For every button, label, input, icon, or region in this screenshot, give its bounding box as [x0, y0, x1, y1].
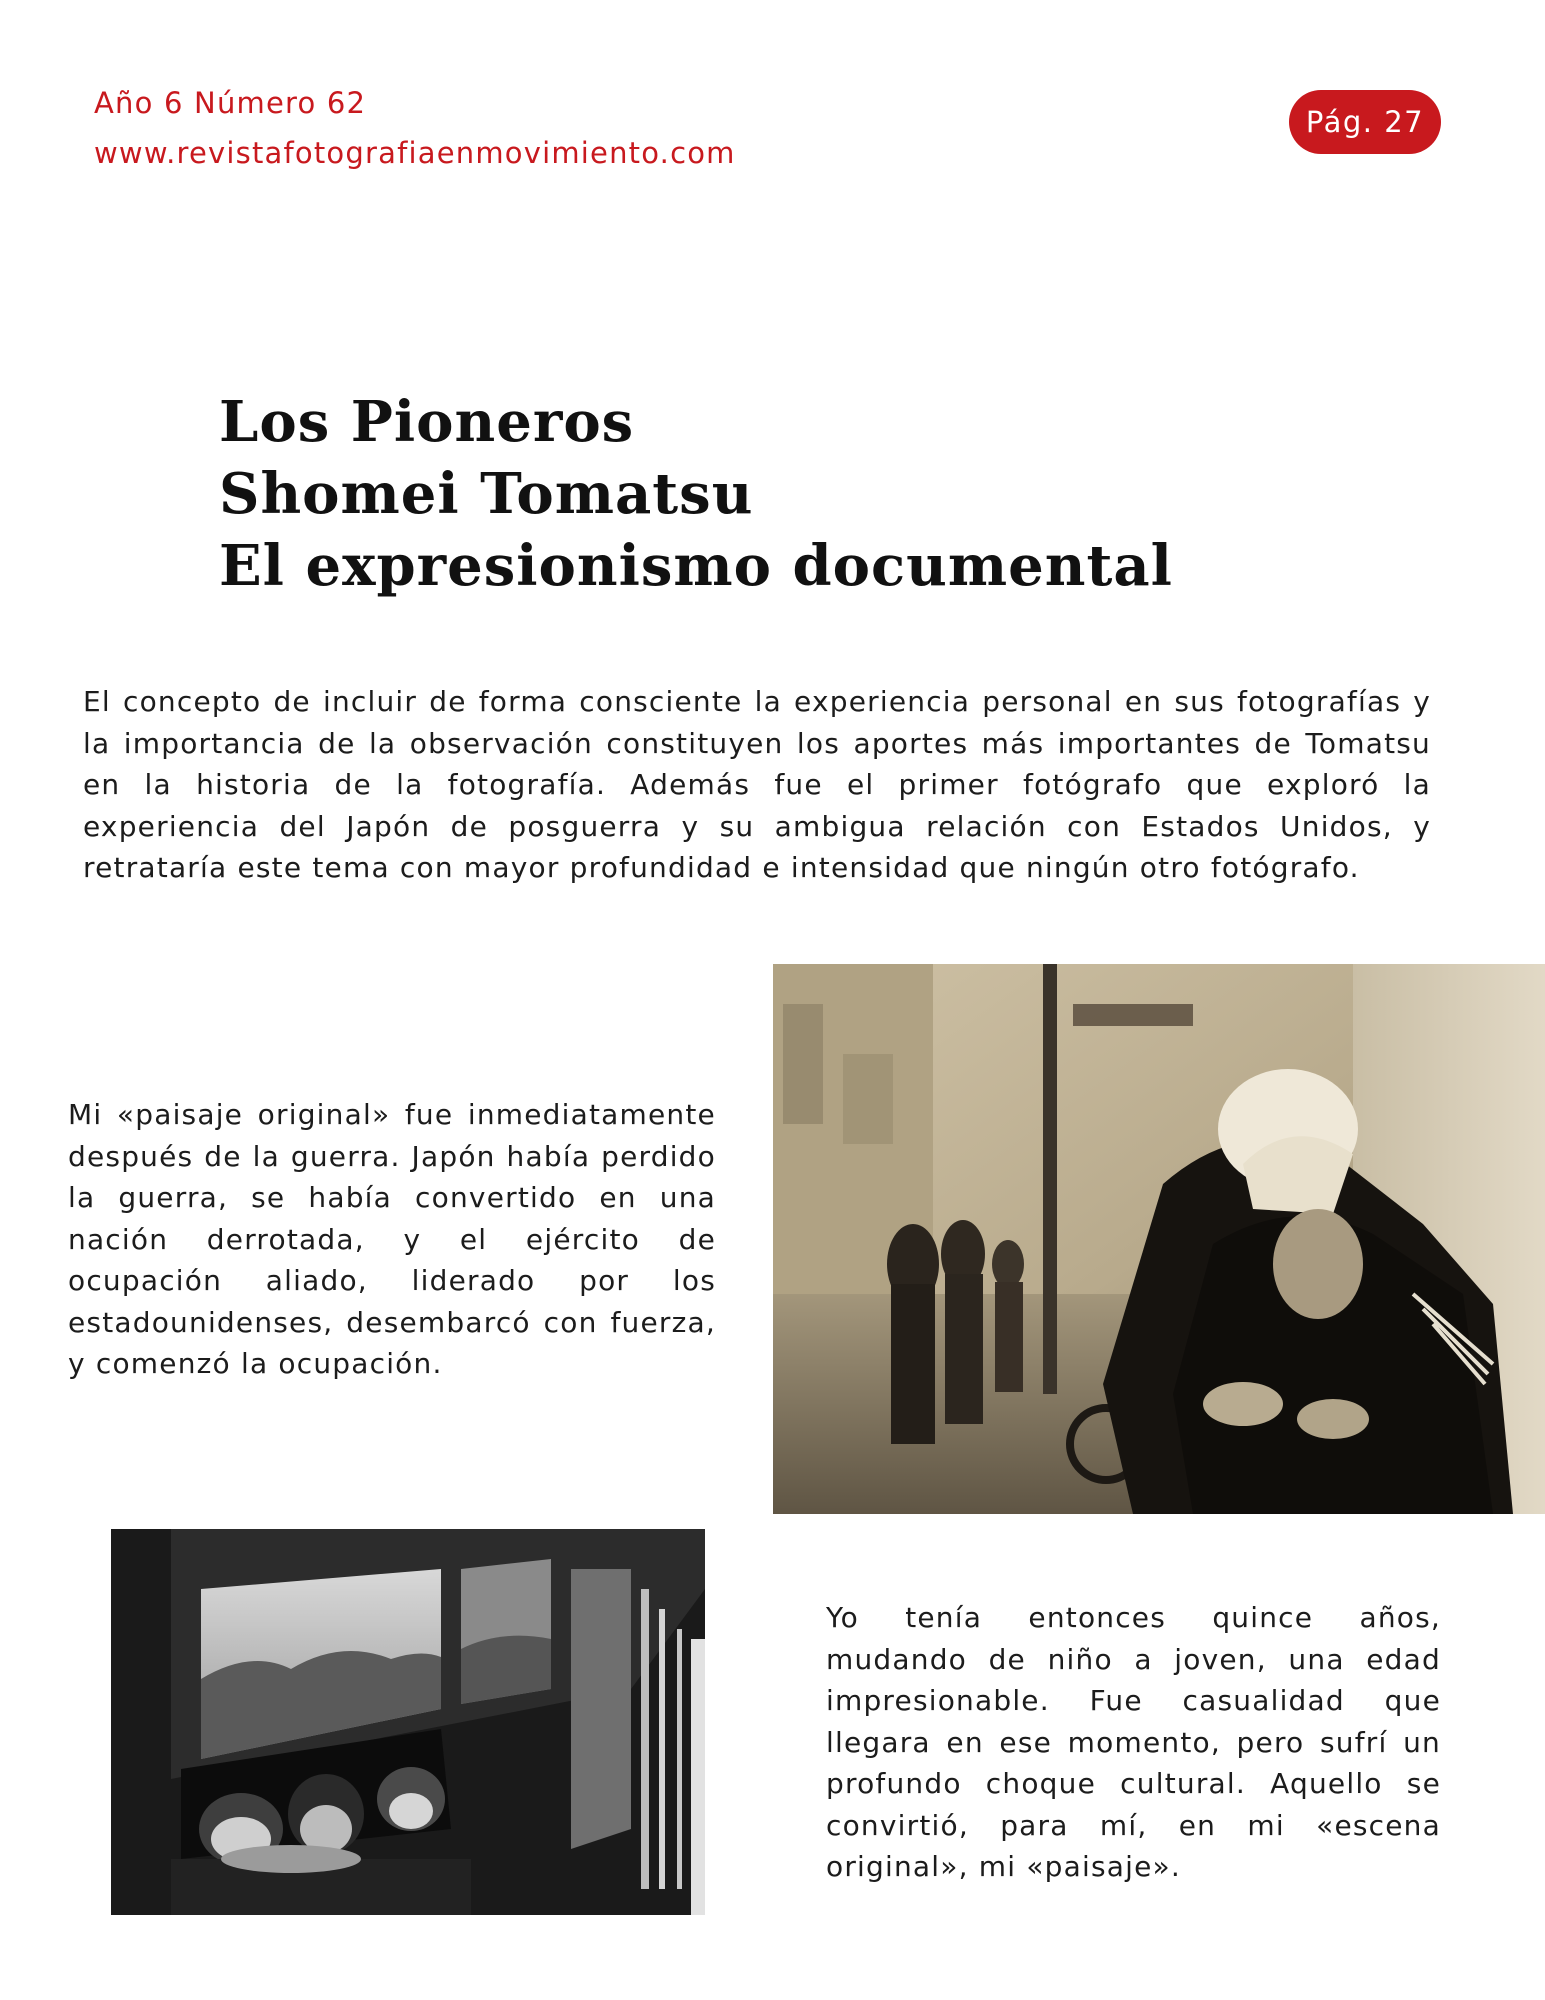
- website-link[interactable]: www.revistafotografiaenmovimiento.com: [94, 136, 736, 170]
- train-window-photo: [111, 1529, 705, 1915]
- quote-paragraph-landscape: Mi «paisaje original» fue inmediatamente después de la guerra. Japón había perdido la guerra, se había convertido en una nación derrotada, y el ejército de ocupación aliado, liderado por los estadounidenses, desembarcó con fuerza, y comenzó la ocupación.: [68, 1098, 716, 1380]
- article-title: [219, 386, 1173, 602]
- title-line-photographer: Shomei Tomatsu: [219, 461, 754, 527]
- sailors-photo: [773, 964, 1545, 1514]
- issue-number: Año 6 Número 62: [94, 86, 367, 120]
- quote-paragraph-shock: Yo tenía entonces quince años, mudando de niño a joven, una edad impresionable. Fue casualidad que llegara en ese momento, pero sufrí un profundo choque cultural. Aquello se convirtió, para mí, en mi «escena original», mi «paisaje».: [826, 1601, 1441, 1883]
- intro-paragraph: El concepto de incluir de forma consciente la experiencia personal en sus fotografías y la importancia de la observación constituyen los aportes más importantes de Tomatsu en la historia de la fotografía. Además fue el primer fotógrafo que exploró la experiencia del Japón de posguerra y su ambigua relación con Estados Unidos, y retrataría este tema con mayor profundidad e intensidad que ningún otro fotógrafo.: [83, 685, 1431, 884]
- title-line-subject: El expresionismo documental: [219, 533, 1173, 599]
- page-number-badge: Pág. 27: [1289, 90, 1441, 154]
- title-line-series: Los Pioneros: [219, 389, 635, 455]
